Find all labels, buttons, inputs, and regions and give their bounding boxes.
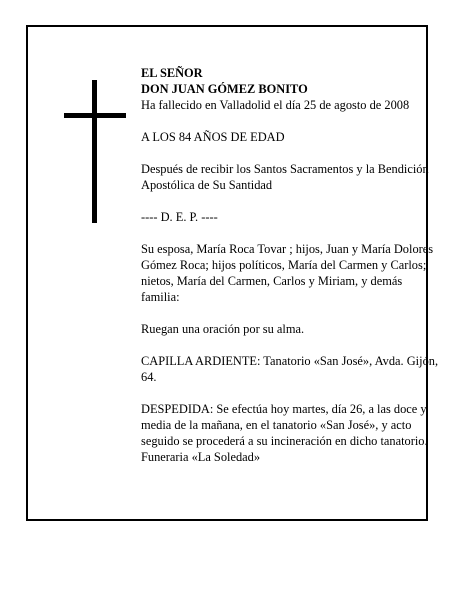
- obituary-card: [26, 25, 439, 521]
- chapel-line: CAPILLA ARDIENTE: Tanatorio «San José», Avda. Gijón, 64.: [141, 354, 439, 384]
- cross-icon-arm: [64, 113, 126, 118]
- sacraments-line: Después de recibir los Santos Sacramentos y la Bendición Apostólica de Su Santidad: [141, 162, 429, 192]
- deceased-name: DON JUAN GÓMEZ BONITO: [141, 82, 308, 96]
- cross-icon: [92, 80, 97, 223]
- death-line: Ha fallecido en Valladolid el día 25 de agosto de 2008: [141, 98, 410, 112]
- title-line: EL SEÑOR: [141, 66, 203, 80]
- funeral-home-line: Funeraria «La Soledad»: [141, 450, 261, 464]
- age-line: A LOS 84 AÑOS DE EDAD: [141, 130, 285, 144]
- obituary-text: [141, 65, 441, 465]
- rip-line: ---- D. E. P. ----: [141, 210, 218, 224]
- prayer-line: Ruegan una oración por su alma.: [141, 322, 305, 336]
- family-paragraph: Su esposa, María Roca Tovar ; hijos, Juan y María Dolores Gómez Roca; hijos políticos, María del Carmen y Carlos; nietos, María del Carmen, Carlos y Miriam, y demás familia:: [141, 242, 434, 304]
- farewell-paragraph: DESPEDIDA: Se efectúa hoy martes, día 26, a las doce y media de la mañana, en el tanatorio «San José», y acto seguido se procederá a su incineración en dicho tanatorio.: [141, 402, 428, 448]
